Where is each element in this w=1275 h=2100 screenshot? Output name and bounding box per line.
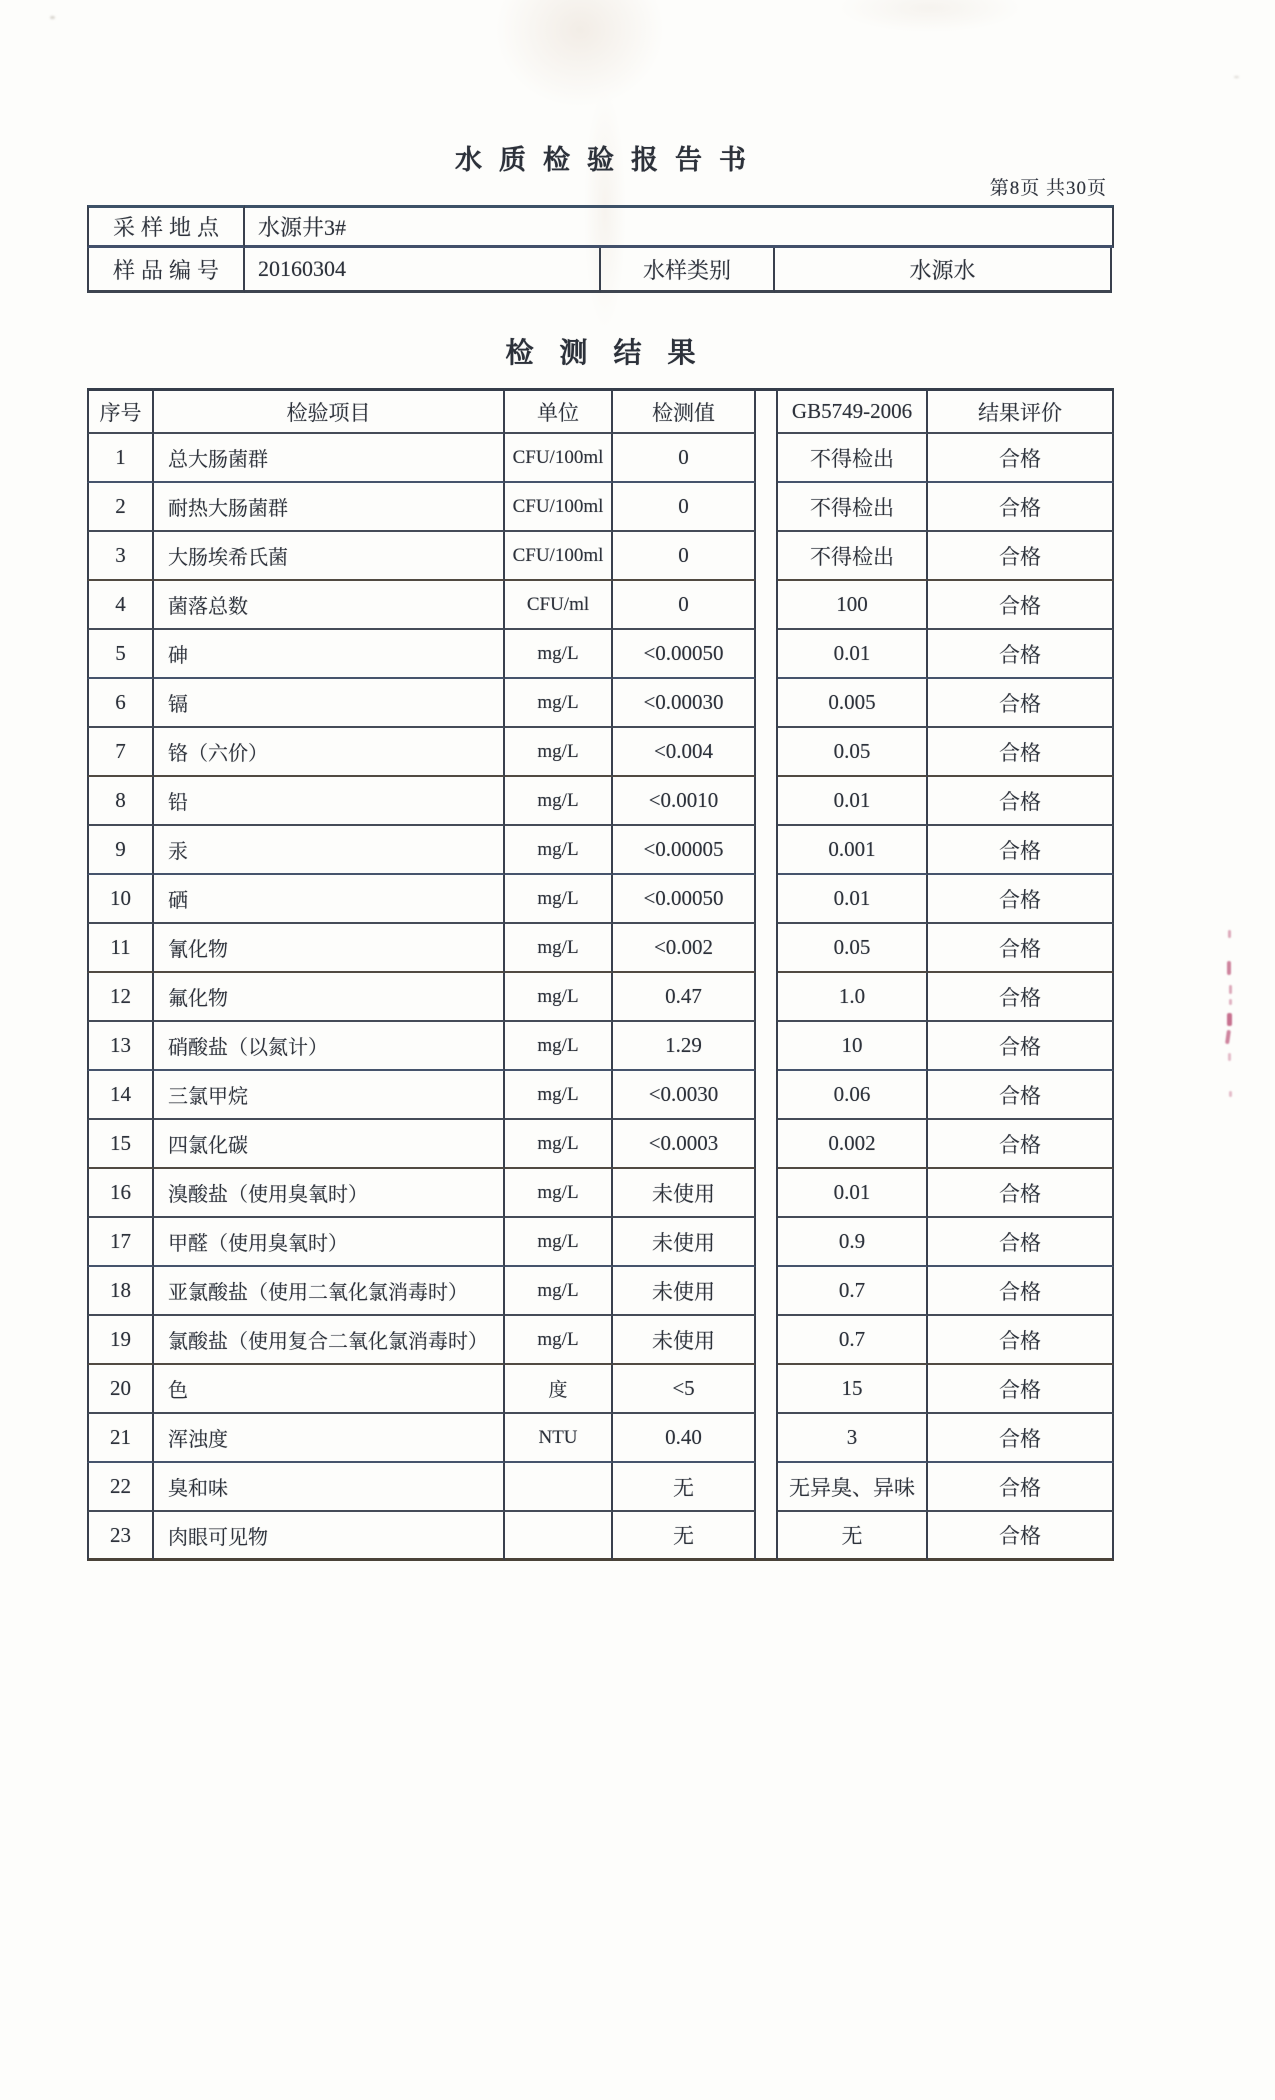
row-number-cell: 22 [87,1463,154,1512]
test-item-cell: 铅 [154,777,505,826]
measured-value-cell: 1.29 [613,1022,756,1071]
table-gap-column [756,1218,778,1267]
standard-limit-cell: 0.01 [778,630,928,679]
table-gap-column [756,483,778,532]
standard-limit-cell: 0.05 [778,924,928,973]
row-number-cell: 7 [87,728,154,777]
unit-cell: CFU/100ml [505,483,613,532]
scan-dust-speck [1234,76,1239,78]
table-row [87,777,1114,826]
standard-limit-cell: 0.05 [778,728,928,777]
test-item-cell: 甲醛（使用臭氧时） [154,1218,505,1267]
test-item-cell: 臭和味 [154,1463,505,1512]
table-row [87,581,1114,630]
row-number-cell: 19 [87,1316,154,1365]
sample-info-table [87,205,1114,293]
measured-value-cell: <0.0030 [613,1071,756,1120]
table-row [87,875,1114,924]
measured-value-cell: 未使用 [613,1169,756,1218]
unit-cell: mg/L [505,777,613,826]
measured-value-cell: <0.00050 [613,875,756,924]
table-gap-column [756,1267,778,1316]
sample-number-value: 20160304 [245,248,601,293]
measured-value-cell: 0.47 [613,973,756,1022]
table-gap-column [756,826,778,875]
unit-cell: mg/L [505,679,613,728]
test-item-cell: 氟化物 [154,973,505,1022]
unit-cell: mg/L [505,630,613,679]
table-row [87,434,1114,483]
unit-cell: CFU/100ml [505,434,613,483]
column-header-no: 序号 [87,388,154,434]
table-gap-column [756,388,778,434]
evaluation-cell: 合格 [928,924,1114,973]
measured-value-cell: <5 [613,1365,756,1414]
row-number-cell: 5 [87,630,154,679]
test-item-cell: 总大肠菌群 [154,434,505,483]
unit-cell [505,1512,613,1561]
standard-limit-cell: 15 [778,1365,928,1414]
evaluation-cell: 合格 [928,1463,1114,1512]
standard-limit-cell: 0.01 [778,875,928,924]
standard-limit-cell: 0.002 [778,1120,928,1169]
unit-cell: mg/L [505,1071,613,1120]
row-number-cell: 8 [87,777,154,826]
measured-value-cell: 无 [613,1512,756,1561]
measured-value-cell: <0.00005 [613,826,756,875]
row-number-cell: 18 [87,1267,154,1316]
table-row [87,483,1114,532]
standard-limit-cell: 无异臭、异味 [778,1463,928,1512]
measured-value-cell: 0.40 [613,1414,756,1463]
row-number-cell: 11 [87,924,154,973]
test-item-cell: 汞 [154,826,505,875]
unit-cell: mg/L [505,973,613,1022]
evaluation-cell: 合格 [928,728,1114,777]
table-row [87,1169,1114,1218]
standard-limit-cell: 0.01 [778,777,928,826]
table-row [87,728,1114,777]
row-number-cell: 12 [87,973,154,1022]
table-row [87,1267,1114,1316]
table-gap-column [756,1365,778,1414]
table-row [87,1316,1114,1365]
evaluation-cell: 合格 [928,1512,1114,1561]
standard-limit-cell: 0.9 [778,1218,928,1267]
row-number-cell: 20 [87,1365,154,1414]
standard-limit-cell: 0.7 [778,1267,928,1316]
measured-value-cell: <0.0003 [613,1120,756,1169]
measured-value-cell: <0.0010 [613,777,756,826]
table-gap-column [756,630,778,679]
table-row [87,532,1114,581]
evaluation-cell: 合格 [928,1267,1114,1316]
row-number-cell: 23 [87,1512,154,1561]
measured-value-cell: <0.00050 [613,630,756,679]
standard-limit-cell: 无 [778,1512,928,1561]
test-item-cell: 三氯甲烷 [154,1071,505,1120]
results-table-body [87,434,1114,1561]
test-item-cell: 溴酸盐（使用臭氧时） [154,1169,505,1218]
table-gap-column [756,581,778,630]
evaluation-cell: 合格 [928,1316,1114,1365]
table-row [87,1365,1114,1414]
sample-info-row [87,248,1114,293]
row-number-cell: 21 [87,1414,154,1463]
test-item-cell: 氰化物 [154,924,505,973]
column-header-item: 检验项目 [154,388,505,434]
unit-cell: mg/L [505,1022,613,1071]
standard-limit-cell: 不得检出 [778,532,928,581]
water-type-value: 水源水 [775,248,1112,293]
table-row [87,1463,1114,1512]
unit-cell: mg/L [505,826,613,875]
test-item-cell: 镉 [154,679,505,728]
evaluation-cell: 合格 [928,532,1114,581]
measured-value-cell: <0.004 [613,728,756,777]
table-gap-column [756,1071,778,1120]
test-item-cell: 铬（六价） [154,728,505,777]
table-gap-column [756,777,778,826]
table-row [87,679,1114,728]
table-row [87,1512,1114,1561]
unit-cell: CFU/100ml [505,532,613,581]
test-item-cell: 氯酸盐（使用复合二氧化氯消毒时） [154,1316,505,1365]
sample-info-row [87,205,1114,248]
test-item-cell: 浑浊度 [154,1414,505,1463]
test-item-cell: 硝酸盐（以氮计） [154,1022,505,1071]
measured-value-cell: <0.00030 [613,679,756,728]
test-item-cell: 肉眼可见物 [154,1512,505,1561]
section-title: 检测结果 [505,338,722,369]
row-number-cell: 15 [87,1120,154,1169]
evaluation-cell: 合格 [928,1365,1114,1414]
row-number-cell: 2 [87,483,154,532]
red-ink-bleed-marks [1222,925,1242,1105]
table-gap-column [756,1316,778,1365]
measured-value-cell: <0.002 [613,924,756,973]
evaluation-cell: 合格 [928,777,1114,826]
unit-cell: mg/L [505,875,613,924]
table-gap-column [756,875,778,924]
table-gap-column [756,924,778,973]
test-item-cell: 菌落总数 [154,581,505,630]
measured-value-cell: 未使用 [613,1316,756,1365]
test-item-cell: 四氯化碳 [154,1120,505,1169]
measured-value-cell: 无 [613,1463,756,1512]
evaluation-cell: 合格 [928,679,1114,728]
column-header-value: 检测值 [613,388,756,434]
unit-cell: mg/L [505,1120,613,1169]
standard-limit-cell: 3 [778,1414,928,1463]
evaluation-cell: 合格 [928,1071,1114,1120]
evaluation-cell: 合格 [928,826,1114,875]
test-item-cell: 亚氯酸盐（使用二氧化氯消毒时） [154,1267,505,1316]
unit-cell: mg/L [505,924,613,973]
test-item-cell: 硒 [154,875,505,924]
table-row [87,924,1114,973]
table-gap-column [756,532,778,581]
evaluation-cell: 合格 [928,973,1114,1022]
scan-dust-speck [50,16,55,19]
table-gap-column [756,1169,778,1218]
test-item-cell: 色 [154,1365,505,1414]
evaluation-cell: 合格 [928,1169,1114,1218]
row-number-cell: 9 [87,826,154,875]
measured-value-cell: 0 [613,434,756,483]
measured-value-cell: 0 [613,581,756,630]
test-item-cell: 大肠埃希氏菌 [154,532,505,581]
evaluation-cell: 合格 [928,630,1114,679]
test-item-cell: 砷 [154,630,505,679]
evaluation-cell: 合格 [928,434,1114,483]
measured-value-cell: 0 [613,483,756,532]
unit-cell: mg/L [505,1218,613,1267]
row-number-cell: 1 [87,434,154,483]
table-row [87,1071,1114,1120]
standard-limit-cell: 不得检出 [778,434,928,483]
sampling-location-value: 水源井3# [245,205,1114,248]
evaluation-cell: 合格 [928,1218,1114,1267]
table-row [87,826,1114,875]
standard-limit-cell: 不得检出 [778,483,928,532]
page-indicator: 第8页 共30页 [989,178,1107,199]
standard-limit-cell: 100 [778,581,928,630]
measured-value-cell: 未使用 [613,1267,756,1316]
table-gap-column [756,973,778,1022]
table-gap-column [756,728,778,777]
table-row [87,1218,1114,1267]
standard-limit-cell: 0.005 [778,679,928,728]
table-gap-column [756,1120,778,1169]
table-row [87,630,1114,679]
evaluation-cell: 合格 [928,581,1114,630]
table-gap-column [756,1022,778,1071]
evaluation-cell: 合格 [928,1120,1114,1169]
table-row [87,1414,1114,1463]
unit-cell: CFU/ml [505,581,613,630]
standard-limit-cell: 10 [778,1022,928,1071]
water-type-label: 水样类别 [601,248,775,293]
evaluation-cell: 合格 [928,483,1114,532]
row-number-cell: 16 [87,1169,154,1218]
row-number-cell: 3 [87,532,154,581]
measured-value-cell: 0 [613,532,756,581]
sample-number-label: 样品编号 [87,248,245,293]
column-header-evaluation: 结果评价 [928,388,1114,434]
unit-cell: NTU [505,1414,613,1463]
table-gap-column [756,679,778,728]
standard-limit-cell: 0.01 [778,1169,928,1218]
column-header-unit: 单位 [505,388,613,434]
table-row [87,1022,1114,1071]
standard-limit-cell: 0.06 [778,1071,928,1120]
unit-cell [505,1463,613,1512]
unit-cell: mg/L [505,1267,613,1316]
row-number-cell: 6 [87,679,154,728]
table-gap-column [756,434,778,483]
table-gap-column [756,1414,778,1463]
table-gap-column [756,1463,778,1512]
unit-cell: mg/L [505,1169,613,1218]
test-item-cell: 耐热大肠菌群 [154,483,505,532]
measured-value-cell: 未使用 [613,1218,756,1267]
table-row [87,973,1114,1022]
standard-limit-cell: 1.0 [778,973,928,1022]
results-table-header-row [87,388,1114,434]
row-number-cell: 14 [87,1071,154,1120]
unit-cell: mg/L [505,1316,613,1365]
table-gap-column [756,1512,778,1561]
standard-limit-cell: 0.7 [778,1316,928,1365]
unit-cell: 度 [505,1365,613,1414]
row-number-cell: 17 [87,1218,154,1267]
results-table [87,388,1114,1561]
report-title: 水质检验报告书 [455,145,763,175]
unit-cell: mg/L [505,728,613,777]
row-number-cell: 4 [87,581,154,630]
evaluation-cell: 合格 [928,1414,1114,1463]
sampling-location-label: 采样地点 [87,205,245,248]
standard-limit-cell: 0.001 [778,826,928,875]
evaluation-cell: 合格 [928,875,1114,924]
row-number-cell: 10 [87,875,154,924]
column-header-standard: GB5749-2006 [778,388,928,434]
row-number-cell: 13 [87,1022,154,1071]
table-row [87,1120,1114,1169]
evaluation-cell: 合格 [928,1022,1114,1071]
